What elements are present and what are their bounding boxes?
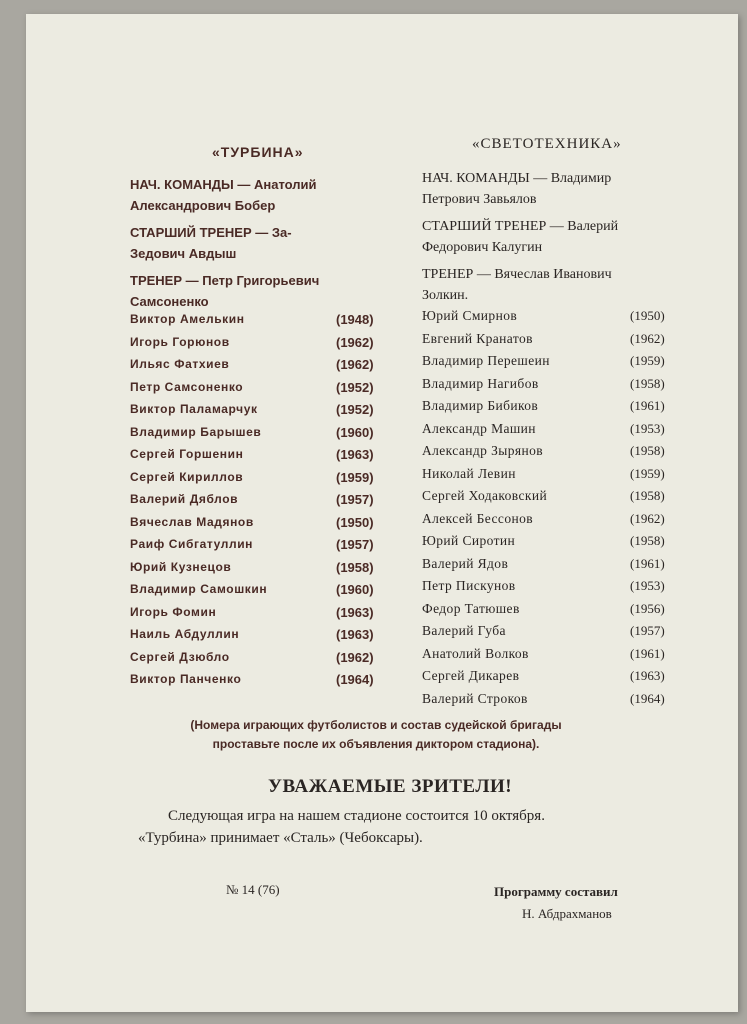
player-birth-year: (1964)	[336, 672, 374, 687]
player-name: Валерий Строков	[422, 690, 528, 706]
player-name: Александр Зырянов	[422, 443, 544, 458]
player-name: Николай Левин	[422, 465, 516, 481]
player-birth-year: (1950)	[336, 514, 374, 530]
right-staff-line: НАЧ. КОМАНДЫ — Владимир	[422, 171, 612, 186]
player-name: Валерий Губа	[422, 623, 506, 638]
player-birth-year: (1957)	[630, 623, 665, 638]
player-birth-year: (1962)	[336, 334, 374, 350]
right-staff-line: Золкин.	[422, 288, 469, 303]
player-birth-year: (1953)	[630, 578, 665, 593]
player-name: Игорь Горюнов	[130, 334, 230, 349]
player-birth-year: (1958)	[630, 488, 665, 503]
note-line: (Номера играющих футболистов и состав судейской бригады	[190, 718, 562, 732]
note-line: проставьте после их объявления диктором стадиона).	[212, 737, 540, 751]
player-name: Вячеслав Мадянов	[130, 514, 254, 529]
player-birth-year: (1959)	[336, 469, 374, 485]
player-name: Юрий Кузнецов	[130, 559, 232, 574]
left-staff-line: Александрович Бобер	[130, 198, 276, 213]
player-birth-year: (1963)	[336, 627, 374, 642]
player-name: Сергей Кириллов	[130, 469, 244, 484]
player-birth-year: (1956)	[630, 600, 665, 616]
right-staff-line: Федорович Калугин	[422, 240, 543, 255]
player-name: Владимир Нагибов	[422, 375, 539, 391]
player-name: Юрий Смирнов	[422, 308, 518, 323]
player-name: Ильяс Фатхиев	[130, 357, 230, 371]
player-birth-year: (1959)	[630, 353, 665, 368]
player-name: Алексей Бессонов	[422, 510, 534, 526]
player-birth-year: (1958)	[336, 559, 374, 575]
player-birth-year: (1962)	[630, 330, 665, 346]
player-birth-year: (1963)	[336, 604, 374, 620]
player-birth-year: (1959)	[630, 465, 665, 481]
player-birth-year: (1958)	[630, 533, 665, 548]
player-name: Раиф Сибгатуллин	[130, 537, 254, 551]
player-birth-year: (1962)	[630, 510, 665, 526]
left-staff-line: ТРЕНЕР — Петр Григорьевич	[130, 273, 320, 288]
left-team-title: «ТУРБИНА»	[212, 144, 304, 160]
player-name: Виктор Панченко	[130, 672, 242, 686]
left-staff-line: Самсоненко	[130, 294, 209, 309]
left-staff-line: Зедович Авдыш	[130, 246, 237, 261]
player-name: Александр Машин	[422, 420, 536, 436]
player-name: Виктор Амелькин	[130, 312, 245, 326]
player-name: Петр Самсоненко	[130, 379, 244, 394]
player-birth-year: (1948)	[336, 312, 374, 327]
issue-number: № 14 (76)	[226, 882, 280, 897]
player-birth-year: (1961)	[630, 398, 665, 413]
player-birth-year: (1961)	[630, 645, 665, 661]
player-name: Игорь Фомин	[130, 604, 217, 619]
player-name: Владимир Самошкин	[130, 582, 268, 596]
compiled-by-label: Программу составил	[494, 884, 618, 899]
player-name: Владимир Барышев	[130, 424, 262, 439]
player-name: Юрий Сиротин	[422, 533, 516, 548]
player-birth-year: (1958)	[630, 375, 665, 391]
announcement-heading: УВАЖАЕМЫЕ ЗРИТЕЛИ!	[268, 776, 513, 797]
announcement-line: «Турбина» принимает «Сталь» (Чебоксары).	[138, 830, 423, 846]
left-staff	[130, 174, 378, 312]
player-name: Виктор Паламарчук	[130, 402, 258, 416]
player-birth-year: (1958)	[630, 443, 665, 458]
player-name: Сергей Горшенин	[130, 447, 244, 461]
left-staff-line: СТАРШИЙ ТРЕНЕР — За-	[130, 225, 292, 240]
player-birth-year: (1957)	[336, 537, 374, 552]
player-name: Валерий Ядов	[422, 555, 509, 571]
right-staff-line: ТРЕНЕР — Вячеслав Иванович	[422, 267, 612, 282]
player-birth-year: (1961)	[630, 555, 665, 571]
player-birth-year: (1952)	[336, 379, 374, 395]
player-name: Наиль Абдуллин	[130, 627, 240, 641]
player-birth-year: (1957)	[336, 492, 374, 507]
referee-note	[146, 716, 606, 754]
player-name: Петр Пискунов	[422, 578, 516, 593]
player-birth-year: (1963)	[336, 447, 374, 462]
player-name: Евгений Кранатов	[422, 330, 533, 346]
player-birth-year: (1960)	[336, 582, 374, 597]
player-name: Сергей Дикарев	[422, 668, 520, 683]
player-birth-year: (1962)	[336, 649, 374, 665]
player-birth-year: (1960)	[336, 424, 374, 440]
right-staff-line: СТАРШИЙ ТРЕНЕР — Валерий	[422, 219, 619, 234]
player-name: Сергей Дзюбло	[130, 649, 230, 664]
compiler-name: Н. Абдрахманов	[522, 906, 612, 921]
player-birth-year: (1952)	[336, 402, 374, 417]
player-name: Валерий Дяблов	[130, 492, 239, 506]
announcement-line: Следующая игра на нашем стадионе состоится 10 октября.	[168, 808, 545, 824]
player-birth-year: (1964)	[630, 690, 665, 706]
right-staff-line: Петрович Завьялов	[422, 192, 537, 207]
right-staff	[422, 168, 676, 306]
player-name: Сергей Ходаковский	[422, 488, 548, 503]
player-birth-year: (1962)	[336, 357, 374, 372]
player-name: Владимир Перешеин	[422, 353, 550, 368]
player-name: Анатолий Волков	[422, 645, 529, 661]
player-birth-year: (1953)	[630, 420, 665, 436]
left-staff-line: НАЧ. КОМАНДЫ — Анатолий	[130, 177, 317, 192]
player-birth-year: (1950)	[630, 308, 665, 323]
player-birth-year: (1963)	[630, 668, 665, 683]
program-page	[26, 14, 738, 1012]
player-name: Федор Татюшев	[422, 600, 520, 616]
right-team-title: «СВЕТОТЕХНИКА»	[472, 136, 622, 152]
player-name: Владимир Бибиков	[422, 398, 539, 413]
